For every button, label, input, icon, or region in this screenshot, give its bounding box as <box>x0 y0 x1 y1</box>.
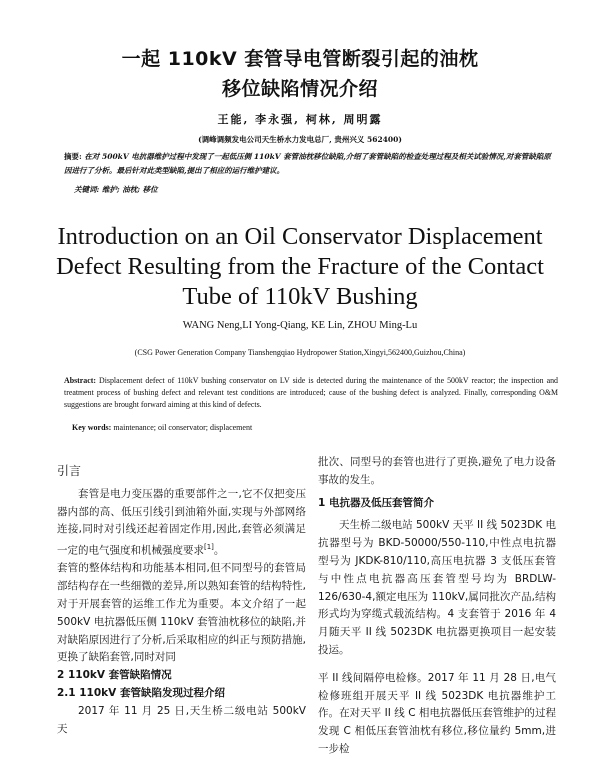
abstract-en <box>64 375 558 411</box>
keywords-cn <box>74 184 554 195</box>
section1-heading: 1 电抗器及低压套管简介 <box>318 496 434 509</box>
section1-paragraph: 天生桥二级电站 500kV 天平 II 线 5023DK 电抗器型号为 BKD-50000/550-110,中性点电抗器型号为 JKDK-810/110,高压电抗器 3 支低压套管与中性点电抗器高压套管型号均为 BRDLW-126/630-4,额定电压为 110kV,属同批次产品,结构形式均为穿缆式载流结构。4 支套管于 2016 年 4 月随天平 II 线 5023DK 电抗器更换项目一起安装投运。 <box>318 519 556 656</box>
title-en-line2: Defect Resulting from the Fracture of the Contact <box>56 253 544 280</box>
section2-heading: 2 110kV 套管缺陷情况 <box>57 669 172 682</box>
intro-paragraph-1-text: 套管是电力变压器的重要部件之一,它不仅把变压器内部的高、低压引线引到油箱外面,实现与外部网络连接,同时对引线还起着固定作用,因此,套管必须满足一定的电气强度和机械强度要求 <box>57 487 306 557</box>
title-cn-line1: 一起 110kV 套管导电管断裂引起的油枕 <box>121 48 479 70</box>
abstract-cn-text: 在对 500kV 电抗器维护过程中发现了一起低压侧 110kV 套管油枕移位缺陷,介绍了套管缺陷的检查处理过程及相关试验情况,对套管缺陷原因进行了分析。最后针对此类型缺陷,提出了相应的运行维护建议。 <box>64 152 551 175</box>
keywords-en <box>72 423 558 432</box>
abstract-cn-label: 摘要: <box>64 152 82 161</box>
continued-paragraph: 批次、同型号的套管也进行了更换,避免了电力设备事故的发生。 <box>318 456 556 486</box>
intro-paragraph-1-end: 。 <box>213 544 225 557</box>
title-en-line1: Introduction on an Oil Conservator Displacement <box>57 223 543 250</box>
citation-ref: [1] <box>204 543 214 552</box>
keywords-cn-label: 关键词: <box>74 185 100 194</box>
intro-heading: 引言 <box>57 464 82 478</box>
abstract-en-text: Displacement defect of 110kV bushing conservator on LV side is detected during the maintenance of the 500kV reactor; the inspection and treatment process of bushing defect and relevant test conditions are introduced; cause of the bushing defect is analyzed. Finally, corresponding O&M suggestions are brought forward aiming at this kind of defects. <box>64 376 558 409</box>
section21-heading: 2.1 110kV 套管缺陷发现过程介绍 <box>57 687 225 700</box>
section21-paragraph: 2017 年 11 月 25 日,天生桥二级电站 500kV 天 <box>57 704 306 735</box>
affiliation-en: (CSG Power Generation Company Tianshengqiao Hydropower Station,Xingyi,562400,Guizhou,China) <box>134 348 466 357</box>
abstract-en-label: Abstract: <box>64 376 96 385</box>
section21-continued-paragraph: 平 II 线间隔停电检修。2017 年 11 月 28 日,电气检修班组开展天平 II 线 5023DK 电抗器维护工作。在对天平 II 线 C 相电抗器低压套管维护的过程发现 C 相低压套管油枕有移位,移位量约 5mm,进一步检 <box>318 671 556 755</box>
body-right-column <box>318 454 556 759</box>
intro-paragraph-2: 套管的整体结构和功能基本相同,但不同型号的套管局部结构存在一些细微的差异,所以熟知套管的结构特性,对于开展套管的运维工作尤为重要。本文介绍了一起 500kV 电抗器低压侧 110kV 套管油枕移位的缺陷,并对缺陷原因进行了分析,后采取相应的纠正与预防措施,更换了缺陷套管,同时对同 <box>57 562 306 664</box>
intro-paragraph-1 <box>57 486 306 561</box>
authors-en: WANG Neng,LI Yong-Qiang, KE Lin, ZHOU Ming-Lu <box>182 320 418 331</box>
title-cn-line2: 移位缺陷情况介绍 <box>221 78 378 100</box>
keywords-cn-text: 维护; 油枕; 移位 <box>101 185 158 194</box>
keywords-en-label: Key words: <box>72 423 112 432</box>
authors-cn: 王能, 李永强, 柯林, 周明露 <box>217 113 383 126</box>
body-left-column <box>57 463 306 738</box>
affiliation-cn: (调峰调频发电公司天生桥水力发电总厂, 贵州兴义 562400) <box>198 135 402 144</box>
title-en-line3: Tube of 110kV Bushing <box>182 283 418 310</box>
abstract-cn <box>64 150 554 178</box>
keywords-en-text: maintenance; oil conservator; displacement <box>113 423 253 432</box>
